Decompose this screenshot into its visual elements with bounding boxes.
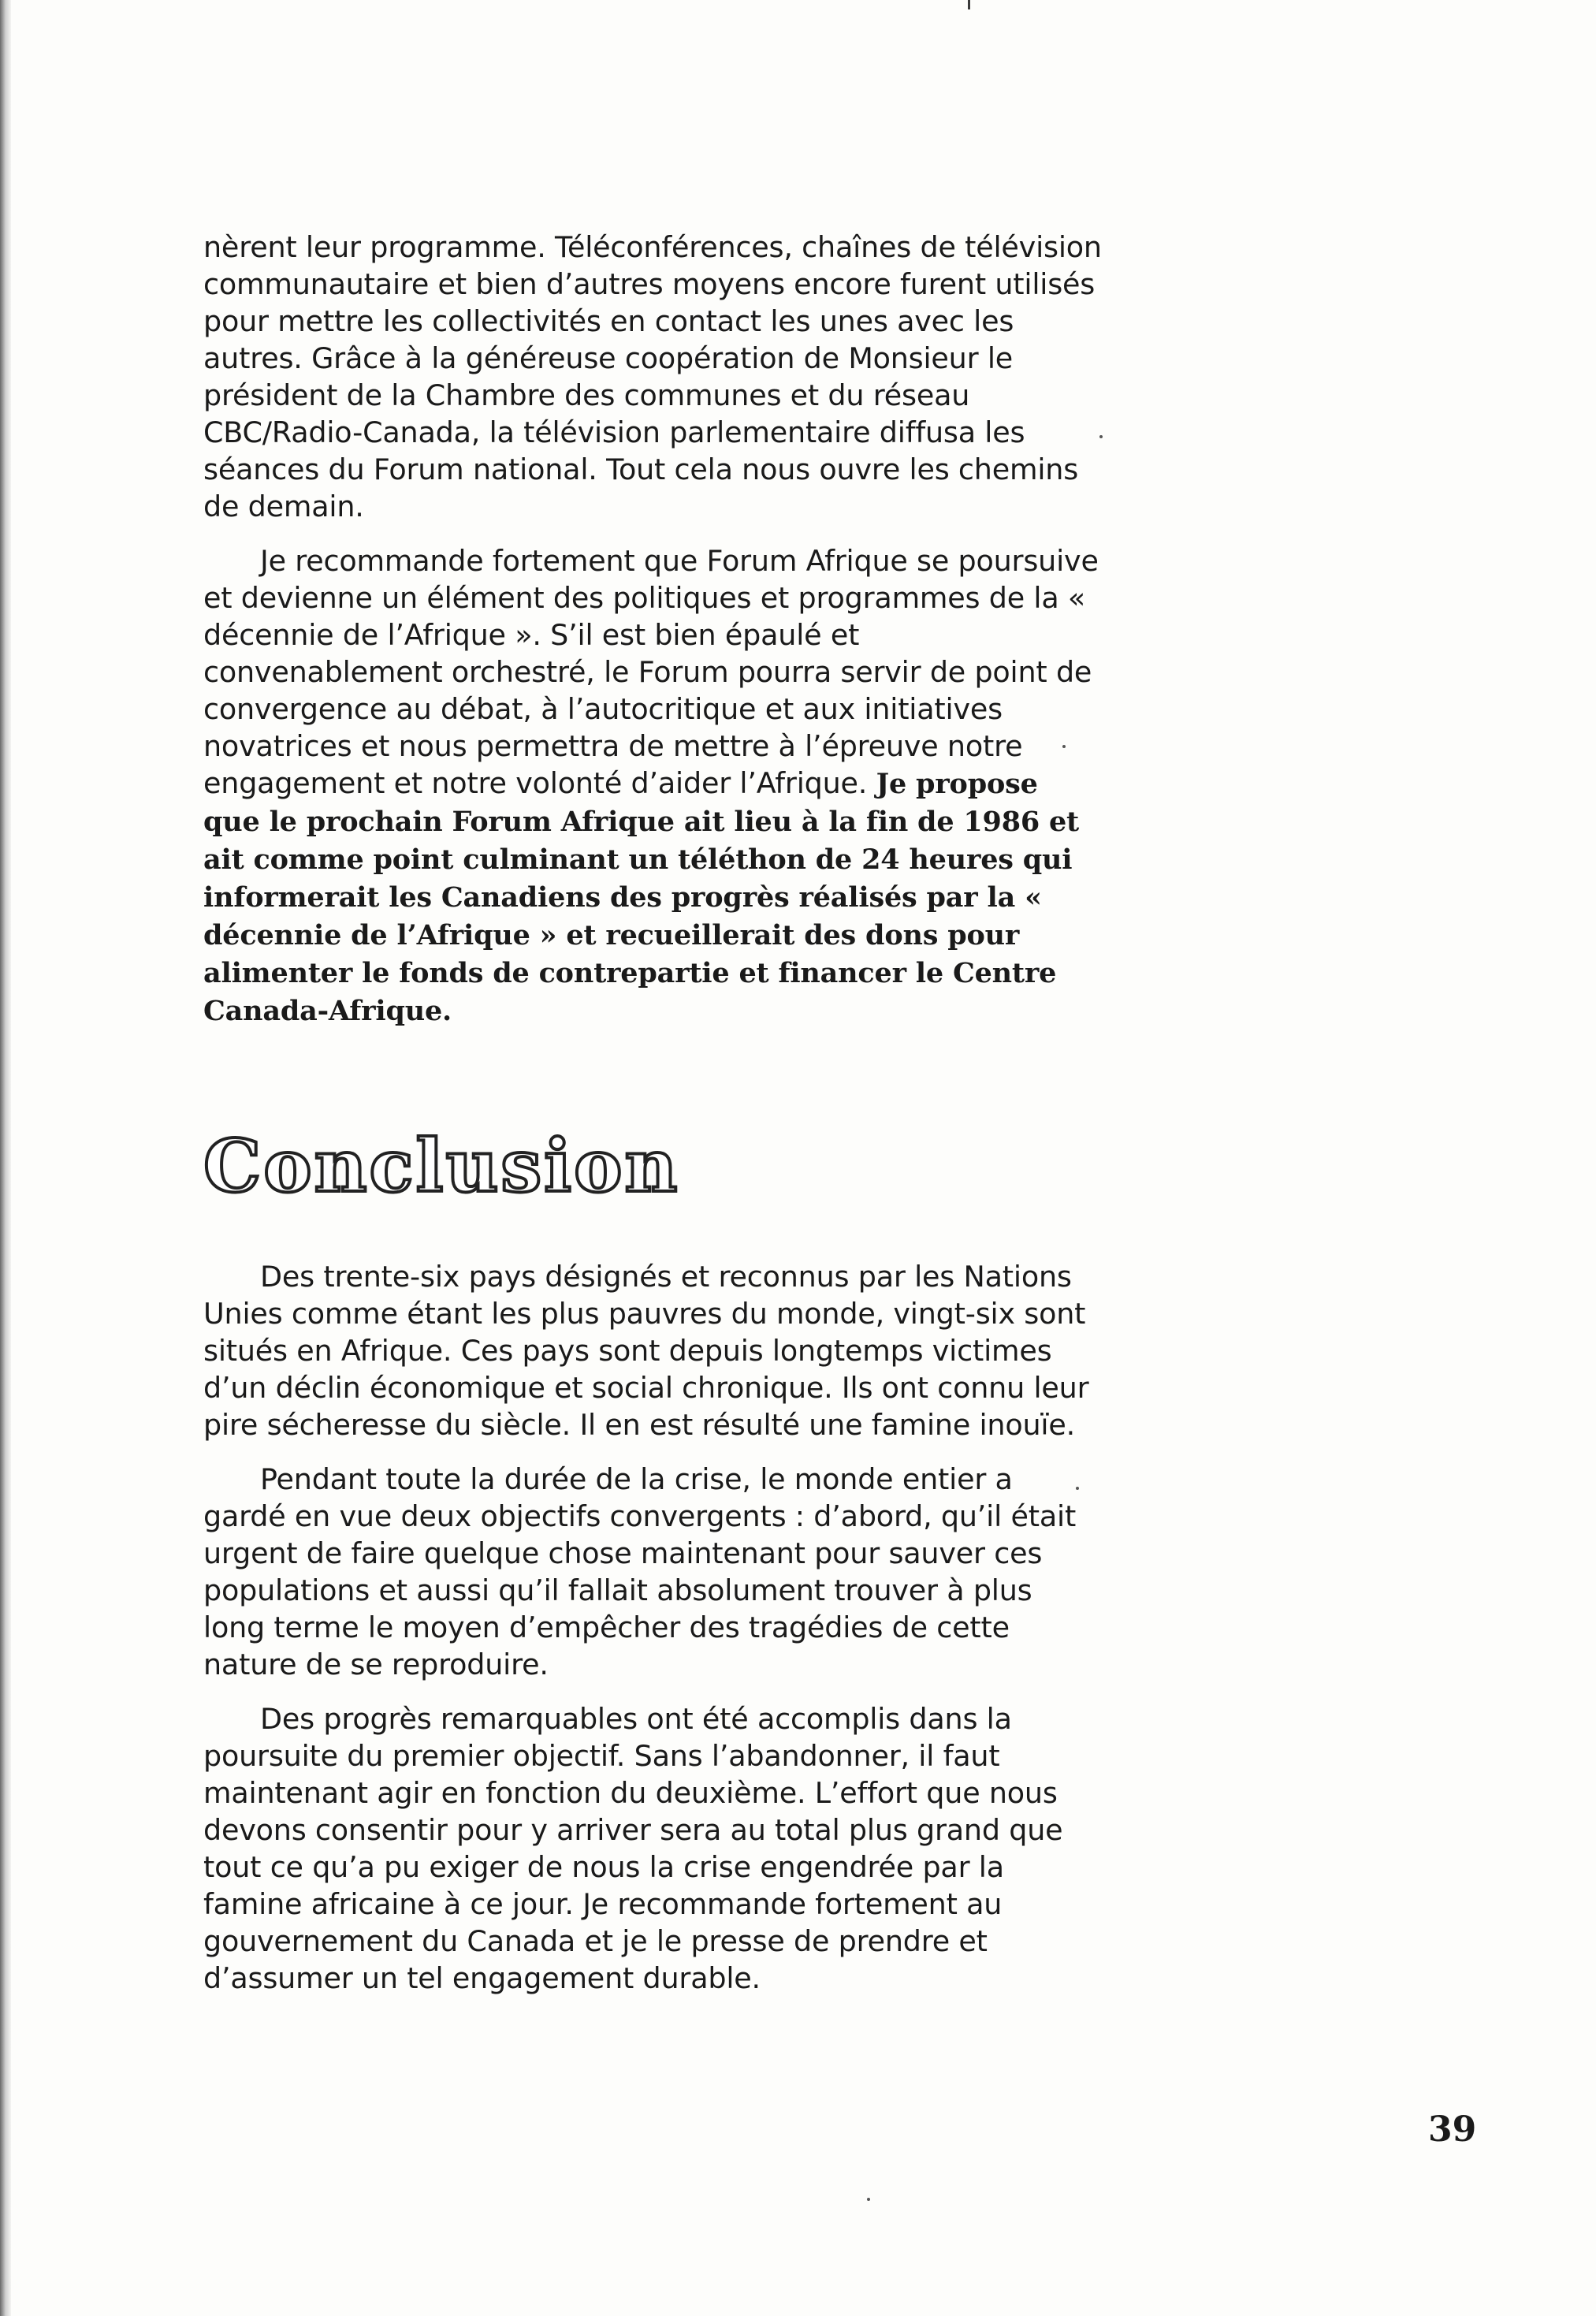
section-heading-conclusion: Conclusion	[203, 1123, 680, 1208]
scan-speck	[1076, 1487, 1079, 1490]
scan-speck	[867, 2198, 870, 2201]
bold-recommendation: Je propose que le prochain Forum Afrique ait lieu à la fin de 1986 et ait comme point culminant un téléthon de 24 heures qui informerait les Canadiens des progrès réalisés par la « décennie de l’Afrique » et recueillerait des dons pour alimenter le fonds de contrepartie et financer le Centre Canada-Afrique.	[203, 768, 1080, 1027]
intro-paragraph-2-text: Je recommande fortement que Forum Afrique se poursuive et devienne un élément des politiques et programmes de la « décennie de l’Afrique ». S’il est bien épaulé et convenablement orchestré, le Forum pourra servir de point de convergence au débat, à l’autocritique et aux initiatives novatrices et nous permettra de mettre à l’épreuve notre engagement et notre volonté d’aider l’Afrique.	[203, 544, 1099, 800]
intro-paragraph-1: nèrent leur programme. Téléconférences, chaînes de télévision communautaire et bien d’autres moyens encore furent utilisés pour mettre les collectivités en contact les unes avec les autres. Grâce à la généreuse coopération de Monsieur le président de la Chambre des communes et du réseau CBC/Radio-Canada, la télévision parlementaire diffusa les séances du Forum national. Tout cela nous ouvre les chemins de demain.	[203, 230, 1102, 523]
scan-speck	[1099, 435, 1103, 438]
top-margin-mark	[968, 0, 970, 9]
conclusion-paragraph-3: Des progrès remarquables ont été accomplis dans la poursuite du premier objectif. Sans l’abandonner, il faut maintenant agir en fonction du deuxième. L’effort que nous devons consentir pour y arriver sera au total plus grand que tout ce qu’a pu exiger de nous la crise engendrée par la famine africaine à ce jour. Je recommande fortement au gouvernement du Canada et je le presse de prendre et d’assumer un tel engagement durable.	[203, 1702, 1063, 1995]
conclusion-paragraph-2: Pendant toute la durée de la crise, le monde entier a gardé en vue deux objectifs convergents : d’abord, qu’il était urgent de faire quelque chose maintenant pour sauver ces populations et aussi qu’il fallait absolument trouver à plus long terme le moyen d’empêcher des tragédies de cette nature de se reproduire.	[203, 1462, 1077, 1681]
scan-speck	[1062, 745, 1066, 748]
page-binding-edge	[0, 0, 11, 2316]
text-column	[203, 229, 1102, 1997]
intro-paragraph-2	[203, 542, 1102, 1030]
conclusion-body	[203, 1258, 1102, 1997]
page-number: 39	[1428, 2109, 1477, 2150]
conclusion-paragraph-1: Des trente-six pays désignés et reconnus par les Nations Unies comme étant les plus pauvres du monde, vingt-six sont situés en Afrique. Ces pays sont depuis longtemps victimes d’un déclin économique et social chronique. Ils ont connu leur pire sécheresse du siècle. Il en est résulté une famine inouïe.	[203, 1260, 1089, 1442]
